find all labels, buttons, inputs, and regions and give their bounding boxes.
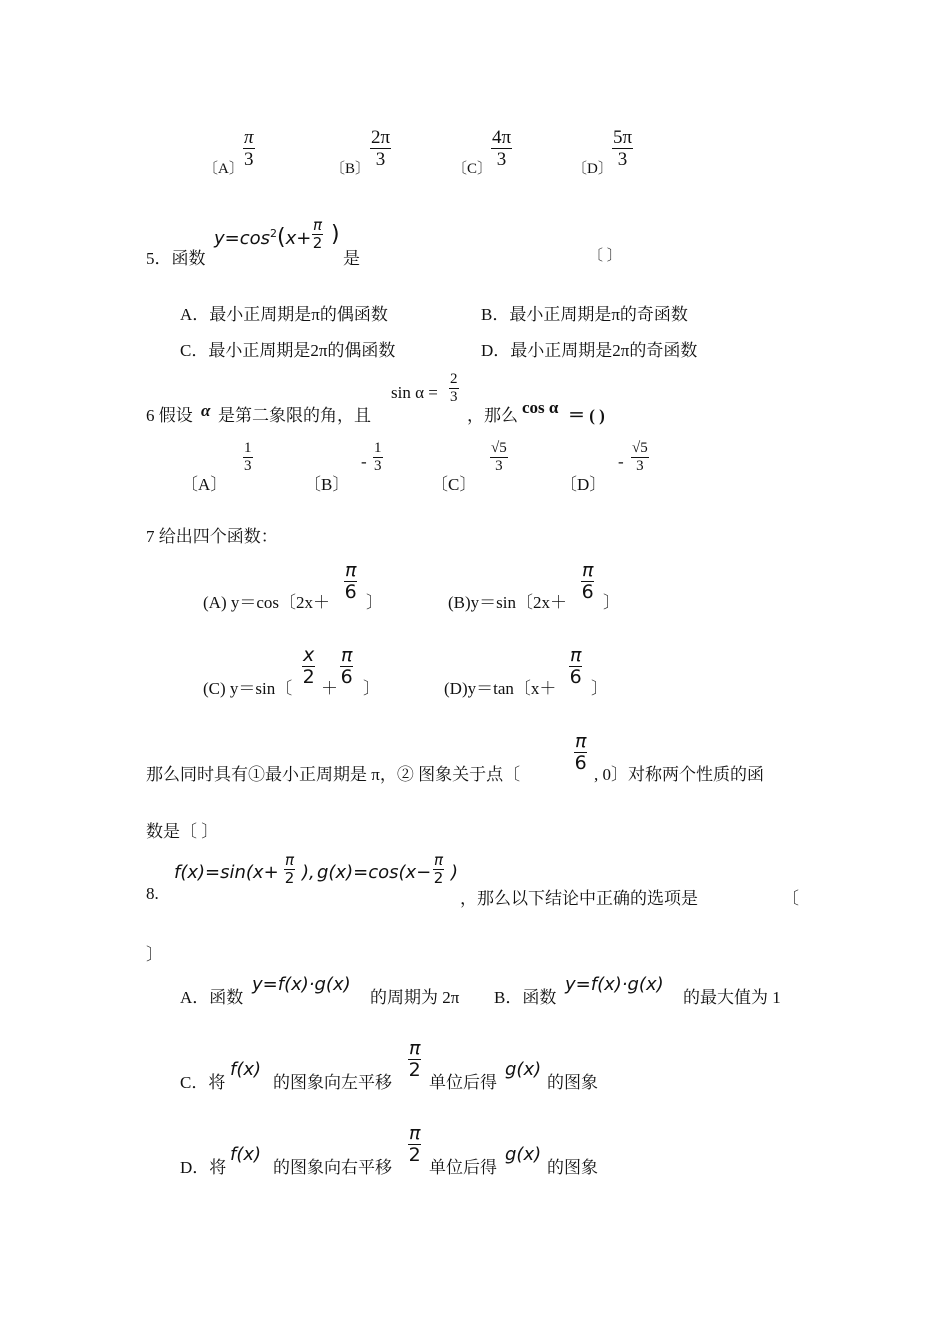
fraction-numerator: 5π	[613, 127, 633, 148]
q8-option-d-g: g(x)	[505, 1144, 542, 1165]
fraction-denominator: 3	[244, 149, 254, 170]
q8-formula-1: f(x)=sin(x+	[174, 862, 279, 883]
q5-option-c: C．最小正周期是2π的偶函数	[180, 341, 396, 360]
fraction-denominator: 2	[408, 1059, 421, 1081]
q8-option-b-post: 的最大值为 1	[683, 988, 781, 1007]
fraction-denominator: 3	[375, 149, 386, 170]
fraction-denominator: 3	[617, 149, 628, 170]
q7-option-a-fraction	[344, 560, 357, 603]
q8-option-c-post: 的图象	[547, 1073, 598, 1092]
fraction-denominator: 2	[302, 666, 315, 688]
q5-suffix: 是	[343, 249, 360, 268]
q5-option-b: B．最小正周期是π的奇函数	[481, 305, 688, 324]
q5-prefix: 5．函数	[146, 249, 206, 268]
q8-option-c-mid: 的图象向左平移	[273, 1073, 392, 1092]
fraction-numerator: π	[575, 730, 587, 752]
fraction-denominator: 6	[344, 581, 357, 603]
q5-formula-fraction	[312, 217, 323, 252]
fraction-denominator: 3	[450, 389, 458, 405]
q7-option-b-post: 〕	[603, 593, 620, 612]
fraction-denominator: 6	[569, 666, 582, 688]
q4-option-c-fraction	[491, 127, 512, 170]
q4-option-c-label: 〔C〕	[452, 161, 493, 177]
q4-option-b-fraction	[370, 127, 391, 170]
fraction-numerator: π	[409, 1037, 421, 1059]
q6-option-d-sign: -	[618, 452, 624, 471]
q6-option-d-fraction	[631, 440, 649, 475]
q8-option-d-mid2: 单位后得	[429, 1158, 497, 1177]
fraction-numerator: 1	[244, 440, 252, 456]
q6-option-c-label: 〔C〕	[431, 475, 477, 494]
fraction-denominator: 2	[433, 869, 444, 887]
fraction-numerator: π	[409, 1122, 421, 1144]
q5-formula-close: )	[331, 222, 340, 247]
q6-option-b-sign: -	[361, 452, 367, 471]
fraction-numerator: π	[434, 851, 444, 869]
q8-option-c-mid2: 单位后得	[429, 1073, 497, 1092]
q8-option-d-post: 的图象	[547, 1158, 598, 1177]
q7-intro: 7 给出四个函数：	[146, 527, 278, 546]
q7-option-c-post: 〕	[363, 679, 380, 698]
q6-option-b-fraction	[373, 440, 383, 475]
q8-option-b-formula: y=f(x)·g(x)	[565, 974, 664, 995]
q5-answer-bracket: 〔 〕	[588, 248, 622, 264]
q6-option-c-fraction	[490, 440, 508, 475]
q6-mid: 是第二象限的角，且	[218, 406, 371, 425]
q4-option-a-label: 〔A〕	[203, 161, 244, 177]
q6-option-a-fraction	[243, 440, 253, 475]
fraction-numerator: π	[313, 216, 323, 234]
fraction-denominator: 6	[340, 666, 353, 688]
q7-option-b-fraction	[581, 560, 594, 603]
fraction-denominator: 3	[636, 458, 644, 474]
fraction-numerator: π	[244, 127, 254, 148]
fraction-denominator: 3	[495, 458, 503, 474]
fraction-denominator: 3	[374, 458, 382, 474]
q6-option-a-label: 〔A〕	[181, 475, 228, 494]
fraction-numerator: x	[303, 644, 315, 666]
q8-prefix: 8.	[146, 884, 159, 903]
q8-suffix: ，那么以下结论中正确的选项是	[460, 889, 698, 908]
fraction-denominator: 3	[244, 458, 252, 474]
q7-option-a-post: 〕	[366, 593, 383, 612]
q6-option-b-label: 〔B〕	[304, 475, 350, 494]
q4-option-d-label: 〔D〕	[572, 161, 613, 177]
q6-alpha: α	[201, 401, 211, 420]
q8-option-d-fraction	[408, 1123, 421, 1166]
q7-condition-fraction	[574, 731, 587, 774]
q6-sin-label: sin α =	[391, 383, 438, 402]
q7-option-a-pre: (A) y＝cos〔2x＋	[203, 593, 331, 612]
q8-option-d-mid: 的图象向右平移	[273, 1158, 392, 1177]
fraction-denominator: 6	[574, 752, 587, 774]
fraction-denominator: 6	[581, 581, 594, 603]
fraction-denominator: 2	[284, 869, 295, 887]
q7-option-d-pre: (D)y＝tan〔x＋	[444, 679, 557, 698]
fraction-numerator: π	[341, 644, 353, 666]
q6-option-d-label: 〔D〕	[560, 475, 607, 494]
q8-bracket-open: 〔	[782, 889, 799, 908]
q5-option-d: D．最小正周期是2π的奇函数	[481, 341, 698, 360]
q8-option-d-f: f(x)	[230, 1144, 262, 1165]
q5-option-a: A．最小正周期是π的偶函数	[180, 305, 388, 324]
q7-option-c-plus: ＋	[321, 679, 338, 698]
q6-cos-label: cos α	[522, 398, 559, 417]
formula-superscript: 2	[270, 227, 278, 240]
q4-option-a-fraction	[243, 127, 255, 170]
q8-formula-2-close: )	[451, 862, 459, 883]
q7-condition-pre: 那么同时具有①最小正周期是 π，② 图象关于点〔	[146, 765, 521, 784]
q8-option-a-post: 的周期为 2π	[370, 988, 460, 1007]
q7-condition-line2: 数是〔 〕	[146, 822, 219, 841]
q7-option-c-fraction-1	[302, 645, 315, 688]
q8-formula-1-close: ),	[302, 862, 315, 883]
q6-sin-fraction	[449, 371, 459, 406]
formula-text: y=cos	[214, 228, 271, 249]
q6-suffix: ，那么	[467, 406, 518, 425]
q8-formula-2-fraction	[433, 852, 444, 887]
fraction-denominator: 2	[408, 1144, 421, 1166]
q8-formula-1-fraction	[284, 852, 295, 887]
q8-option-c-f: f(x)	[230, 1059, 262, 1080]
q8-option-a-formula: y=f(x)·g(x)	[252, 974, 351, 995]
fraction-numerator: π	[285, 851, 295, 869]
q8-option-b-pre: B．函数	[494, 988, 557, 1007]
fraction-numerator: 1	[374, 440, 382, 456]
q7-option-b-pre: (B)y＝sin〔2x＋	[448, 593, 567, 612]
fraction-denominator: 3	[496, 149, 507, 170]
fraction-numerator: √5	[632, 440, 648, 456]
q8-option-c-pre: C．将	[180, 1073, 226, 1092]
formula-paren: (	[277, 225, 286, 250]
fraction-numerator: 4π	[492, 127, 512, 148]
q4-option-d-fraction	[612, 127, 633, 170]
fraction-numerator: 2π	[371, 127, 391, 148]
formula-text: x+	[285, 228, 312, 249]
q7-option-c-pre: (C) y＝sin〔	[203, 679, 293, 698]
q8-option-c-fraction	[408, 1038, 421, 1081]
q6-tail: ＝ ( )	[568, 406, 605, 425]
q8-option-c-g: g(x)	[505, 1059, 542, 1080]
q7-option-c-fraction-2	[340, 645, 353, 688]
q7-condition-post: , 0〕对称两个性质的函	[594, 765, 764, 784]
fraction-numerator: π	[345, 559, 357, 581]
fraction-numerator: π	[582, 559, 594, 581]
q7-option-d-fraction	[569, 645, 582, 688]
q8-option-d-pre: D．将	[180, 1158, 227, 1177]
q7-option-d-post: 〕	[591, 679, 608, 698]
q8-bracket-close: 〕	[146, 945, 163, 964]
q6-prefix: 6 假设	[146, 406, 193, 425]
fraction-numerator: 2	[450, 371, 458, 387]
q4-option-b-label: 〔B〕	[330, 161, 371, 177]
fraction-denominator: 2	[312, 234, 323, 252]
q5-formula-lhs	[214, 225, 311, 250]
fraction-numerator: √5	[491, 440, 507, 456]
q8-formula-2: g(x)=cos(x−	[317, 862, 432, 883]
fraction-numerator: π	[570, 644, 582, 666]
q8-option-a-pre: A．函数	[180, 988, 244, 1007]
